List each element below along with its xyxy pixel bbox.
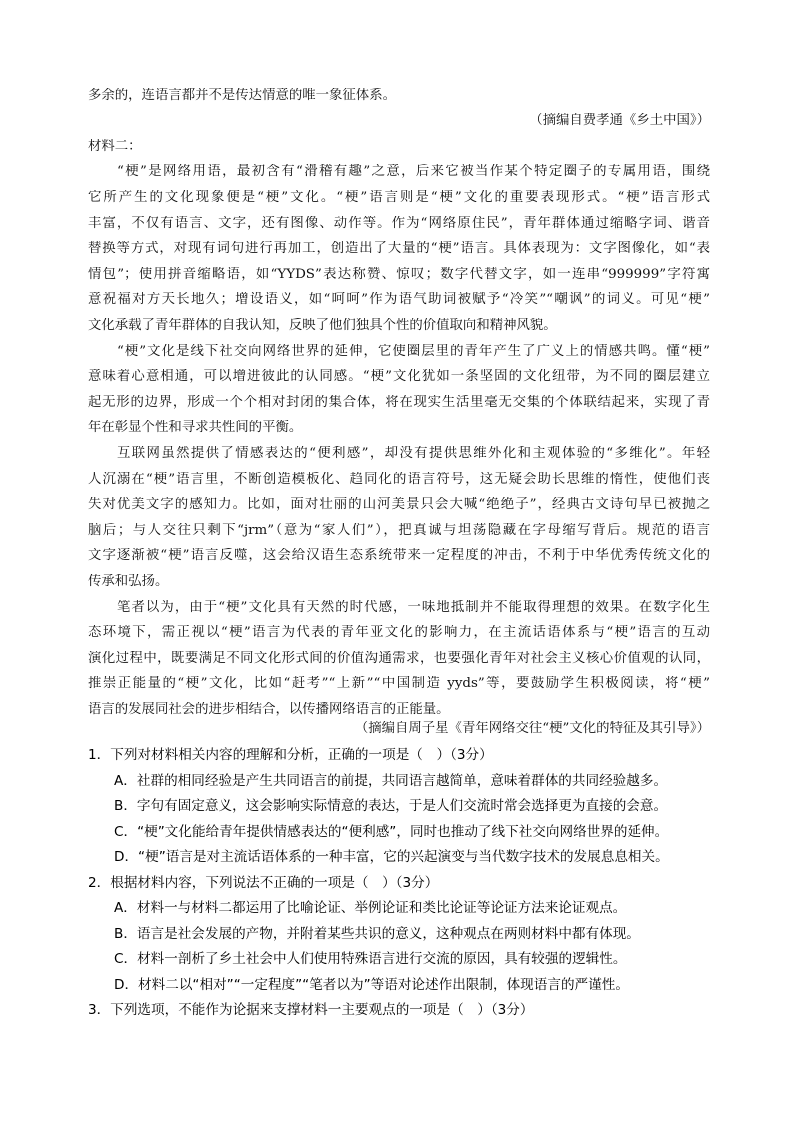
- material2-line: 文字逐渐被“梗”语言反噬，这会给汉语生态系统带来一定程度的冲击，不利于中华优秀传统文化的: [88, 548, 710, 563]
- material2-line: 传承和弘扬。: [88, 574, 169, 589]
- question-2-stem: 2．根据材料内容，下列说法不正确的一项是（ ）（3分）: [88, 875, 439, 891]
- material2-line: 情包”；使用拼音缩略语，如“YYDS”表达称赞、惊叹；数字代替文字，如一连串“999999”字符寓: [88, 267, 710, 282]
- material2-line: 语言的发展同社会的进步相结合，以传播网络语言的正能量。: [88, 702, 450, 717]
- material2-source: （摘编自周子星《青年网络交往“梗”文化的特征及其引导》）: [354, 721, 710, 736]
- material2-heading: 材料二：: [88, 139, 142, 154]
- question-2-option-b: B．语言是社会发展的产物，并附着某些共识的意义，这种观点在两则材料中都有体现。: [114, 926, 640, 942]
- question-1-option-d: D．“梗”语言是对主流话语体系的一种丰富，它的兴起演变与当代数字技术的发展息息相关。: [114, 849, 669, 865]
- material2-line: 丰富，不仅有语言、文字，还有图像、动作等。作为“网络原住民”，青年群体通过缩略字词、谐音: [88, 216, 710, 231]
- material2-line: 互联网虽然提供了情感表达的“便利感”，却没有提供思维外化和主观体验的“多维化”。年轻: [117, 446, 710, 461]
- question-1-option-a: A．社群的相同经验是产生共同语言的前提，共同语言越简单，意味着群体的共同经验越多。: [114, 773, 668, 789]
- material2-line: 推崇正能量的“梗”文化，比如“赶考”“上新”“中国制造 yyds”等，要鼓励学生积极阅读，将“梗”: [88, 676, 710, 691]
- material2-line: 笔者以为，由于“梗”文化具有天然的时代感，一味地抵制并不能取得理想的效果。在数字化生: [117, 600, 710, 615]
- material2-line: “梗”是网络用语，最初含有“滑稽有趣”之意，后来它被当作某个特定圈子的专属用语，围绕: [117, 164, 710, 179]
- material2-line: “梗”文化是线下社交向网络世界的延伸，它使圈层里的青年产生了广义上的情感共鸣。懂“梗”: [117, 344, 710, 359]
- material2-line: 起无形的边界，形成一个个相对封闭的集合体，将在现实生活里毫无交集的个体联结起来，实现了青: [88, 395, 710, 410]
- material1-source: （摘编自费孝通《乡土中国》）: [529, 113, 710, 128]
- question-3-stem: 3．下列选项，不能作为论据来支撑材料一主要观点的一项是（ ）（3分）: [88, 1002, 534, 1018]
- question-1-stem: 1．下列对材料相关内容的理解和分析，正确的一项是（ ）（3分）: [88, 747, 493, 763]
- question-1-option-c: C．“梗”文化能给青年提供情感表达的“便利感”，同时也推动了线下社交向网络世界的延伸。: [114, 824, 669, 840]
- question-2-option-a: A．材料一与材料二都运用了比喻论证、举例论证和类比论证等论证方法来论证观点。: [114, 900, 627, 916]
- material1-last-line: 多余的，连语言都并不是传达情意的唯一象征体系。: [88, 88, 396, 103]
- material2-line: 失对优美文字的感知力。比如，面对壮丽的山河美景只会大喊“绝绝子”，经典古文诗句早已被抛之: [88, 497, 710, 512]
- material2-line: 文化承载了青年群体的自我认知，反映了他们独具个性的价值取向和精神风貌。: [88, 318, 557, 333]
- material2-line: 年在彰显个性和寻求共性间的平衡。: [88, 420, 303, 435]
- material2-line: 人沉溺在“梗”语言里，不断创造模板化、趋同化的语言符号，这无疑会助长思维的惰性，使他们丧: [88, 472, 710, 487]
- question-2-option-d: D．材料二以“相对”“一定程度”“笔者以为”等语对论述作出限制，体现语言的严谨性。: [114, 977, 629, 993]
- material2-line: 它所产生的文化现象便是“梗”文化。“梗”语言则是“梗”文化的重要表现形式。“梗”语言形式: [88, 190, 710, 205]
- material2-line: 脑后；与人交往只剩下“jrm”（意为“家人们”），把真诚与坦荡隐藏在字母缩写背后。规范的语言: [88, 523, 710, 538]
- question-1-option-b: B．字句有固定意义，这会影响实际情意的表达，于是人们交流时常会选择更为直接的会意。: [114, 798, 668, 814]
- material2-line: 态环境下，需正视以“梗”语言为代表的青年亚文化的影响力，在主流话语体系与“梗”语言的互动: [88, 625, 710, 640]
- material2-line: 意祝福对方天长地久；增设语义，如“呵呵”作为语气助词被赋予“冷笑”“嘲讽”的词义。可见“梗”: [88, 292, 710, 307]
- question-2-option-c: C．材料一剖析了乡土社会中人们使用特殊语言进行交流的原因，具有较强的逻辑性。: [114, 951, 627, 967]
- material2-line: 意味着心意相通，可以增进彼此的认同感。“梗”文化犹如一条坚固的文化纽带，为不同的圈层建立: [88, 369, 710, 384]
- material2-line: 替换等方式，对现有词句进行再加工，创造出了大量的“梗”语言。具体表现为：文字图像化，如“表: [88, 241, 710, 256]
- material2-line: 演化过程中，既要满足不同文化形式间的价值沟通需求，也要强化青年对社会主义核心价值观的认同，: [88, 651, 710, 666]
